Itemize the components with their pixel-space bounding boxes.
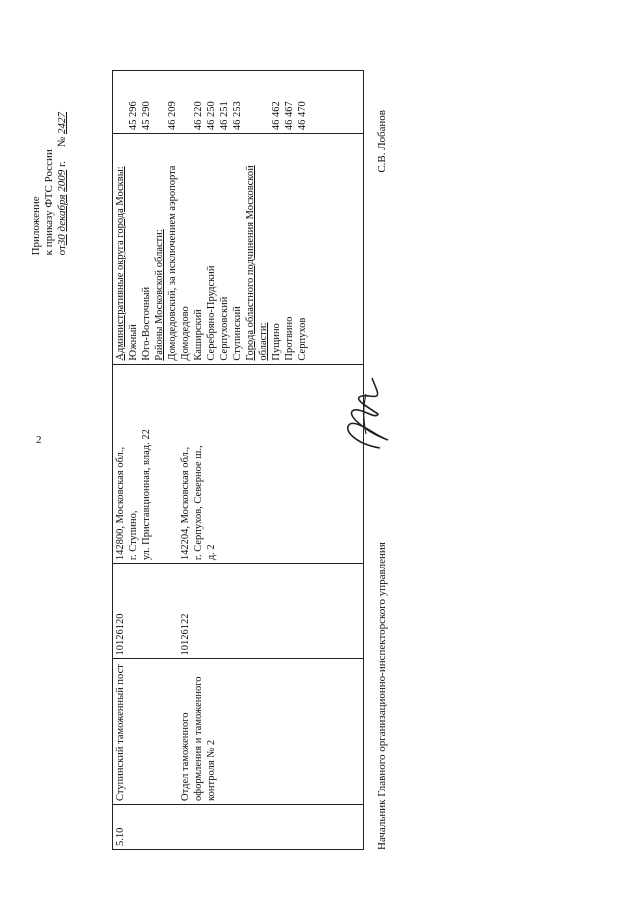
okato-cell xyxy=(113,71,364,134)
date-month: декабря xyxy=(56,194,68,232)
signatory-name: С.В. Лобанов xyxy=(376,110,388,173)
territory-item: Протвино xyxy=(284,316,295,361)
okato-code: 46 467 xyxy=(284,101,295,131)
signatory-title: Начальник Главного организационно-инспекторского управления xyxy=(376,542,388,850)
handwritten-signature-icon xyxy=(336,374,396,454)
customs-posts-table xyxy=(112,70,364,850)
territory-item: Домодедовский, за исключением аэропорта Домодедово xyxy=(167,165,191,361)
header-date-line: от30 декабря 2009 г. № 2427 xyxy=(56,112,68,256)
post-address-1: 142800, Московская обл., г. Ступино, ул. Приставционная, влад. 22 xyxy=(115,429,152,561)
post-address-2: 142204, Московская обл., г. Серпухов, Северное ш., д. 2 xyxy=(180,445,217,561)
header-line-2: к приказу ФТС России xyxy=(43,149,55,256)
territory-item: Серпухов xyxy=(297,317,308,361)
date-year: 2009 xyxy=(56,169,68,192)
okato-code: 46 462 xyxy=(271,101,282,131)
territory-item: Серпуховский xyxy=(219,296,230,361)
order-number: 2427 xyxy=(56,112,68,134)
post-name-2: Отдел таможенного оформления и таможенного контроля № 2 xyxy=(180,676,217,801)
okato-code: 46 250 xyxy=(206,101,217,131)
territory-item: Пущино xyxy=(271,323,282,361)
page-number: 2 xyxy=(36,434,42,446)
okato-code: 46 253 xyxy=(232,101,243,131)
date-day: 30 xyxy=(56,234,68,246)
post-code-1: 10126120 xyxy=(115,613,126,656)
table-row xyxy=(113,71,364,850)
territories-cell xyxy=(113,134,364,364)
territory-item: Юго-Восточный xyxy=(141,286,152,361)
territory-item: Южный xyxy=(128,324,139,361)
post-names-cell xyxy=(113,659,364,804)
territory-item: Каширский xyxy=(193,309,204,361)
post-addresses-cell xyxy=(113,364,364,564)
okato-code: 45 296 xyxy=(128,101,139,131)
row-number: 5.10 xyxy=(113,804,364,849)
rotated-page xyxy=(30,60,620,860)
post-code-2: 10126122 xyxy=(180,613,191,656)
header-line-1: Приложение xyxy=(30,196,42,256)
group-heading: Районы Московской области: xyxy=(154,229,165,361)
okato-code: 46 251 xyxy=(219,101,230,131)
post-name-1: Ступинский таможенный пост xyxy=(115,664,126,801)
group-heading: Города областного подчинения Московской области: xyxy=(245,165,269,361)
territory-item: Серебряно-Прудский xyxy=(206,265,217,361)
okato-code: 45 290 xyxy=(141,101,152,131)
okato-code: 46 209 xyxy=(167,101,178,131)
post-codes-cell xyxy=(113,564,364,659)
group-heading: Административные округа города Москвы: xyxy=(115,166,126,361)
okato-code: 46 470 xyxy=(297,101,308,131)
appendix-header xyxy=(30,112,69,255)
territory-item: Ступинский xyxy=(232,306,243,361)
okato-code: 46 220 xyxy=(193,101,204,131)
